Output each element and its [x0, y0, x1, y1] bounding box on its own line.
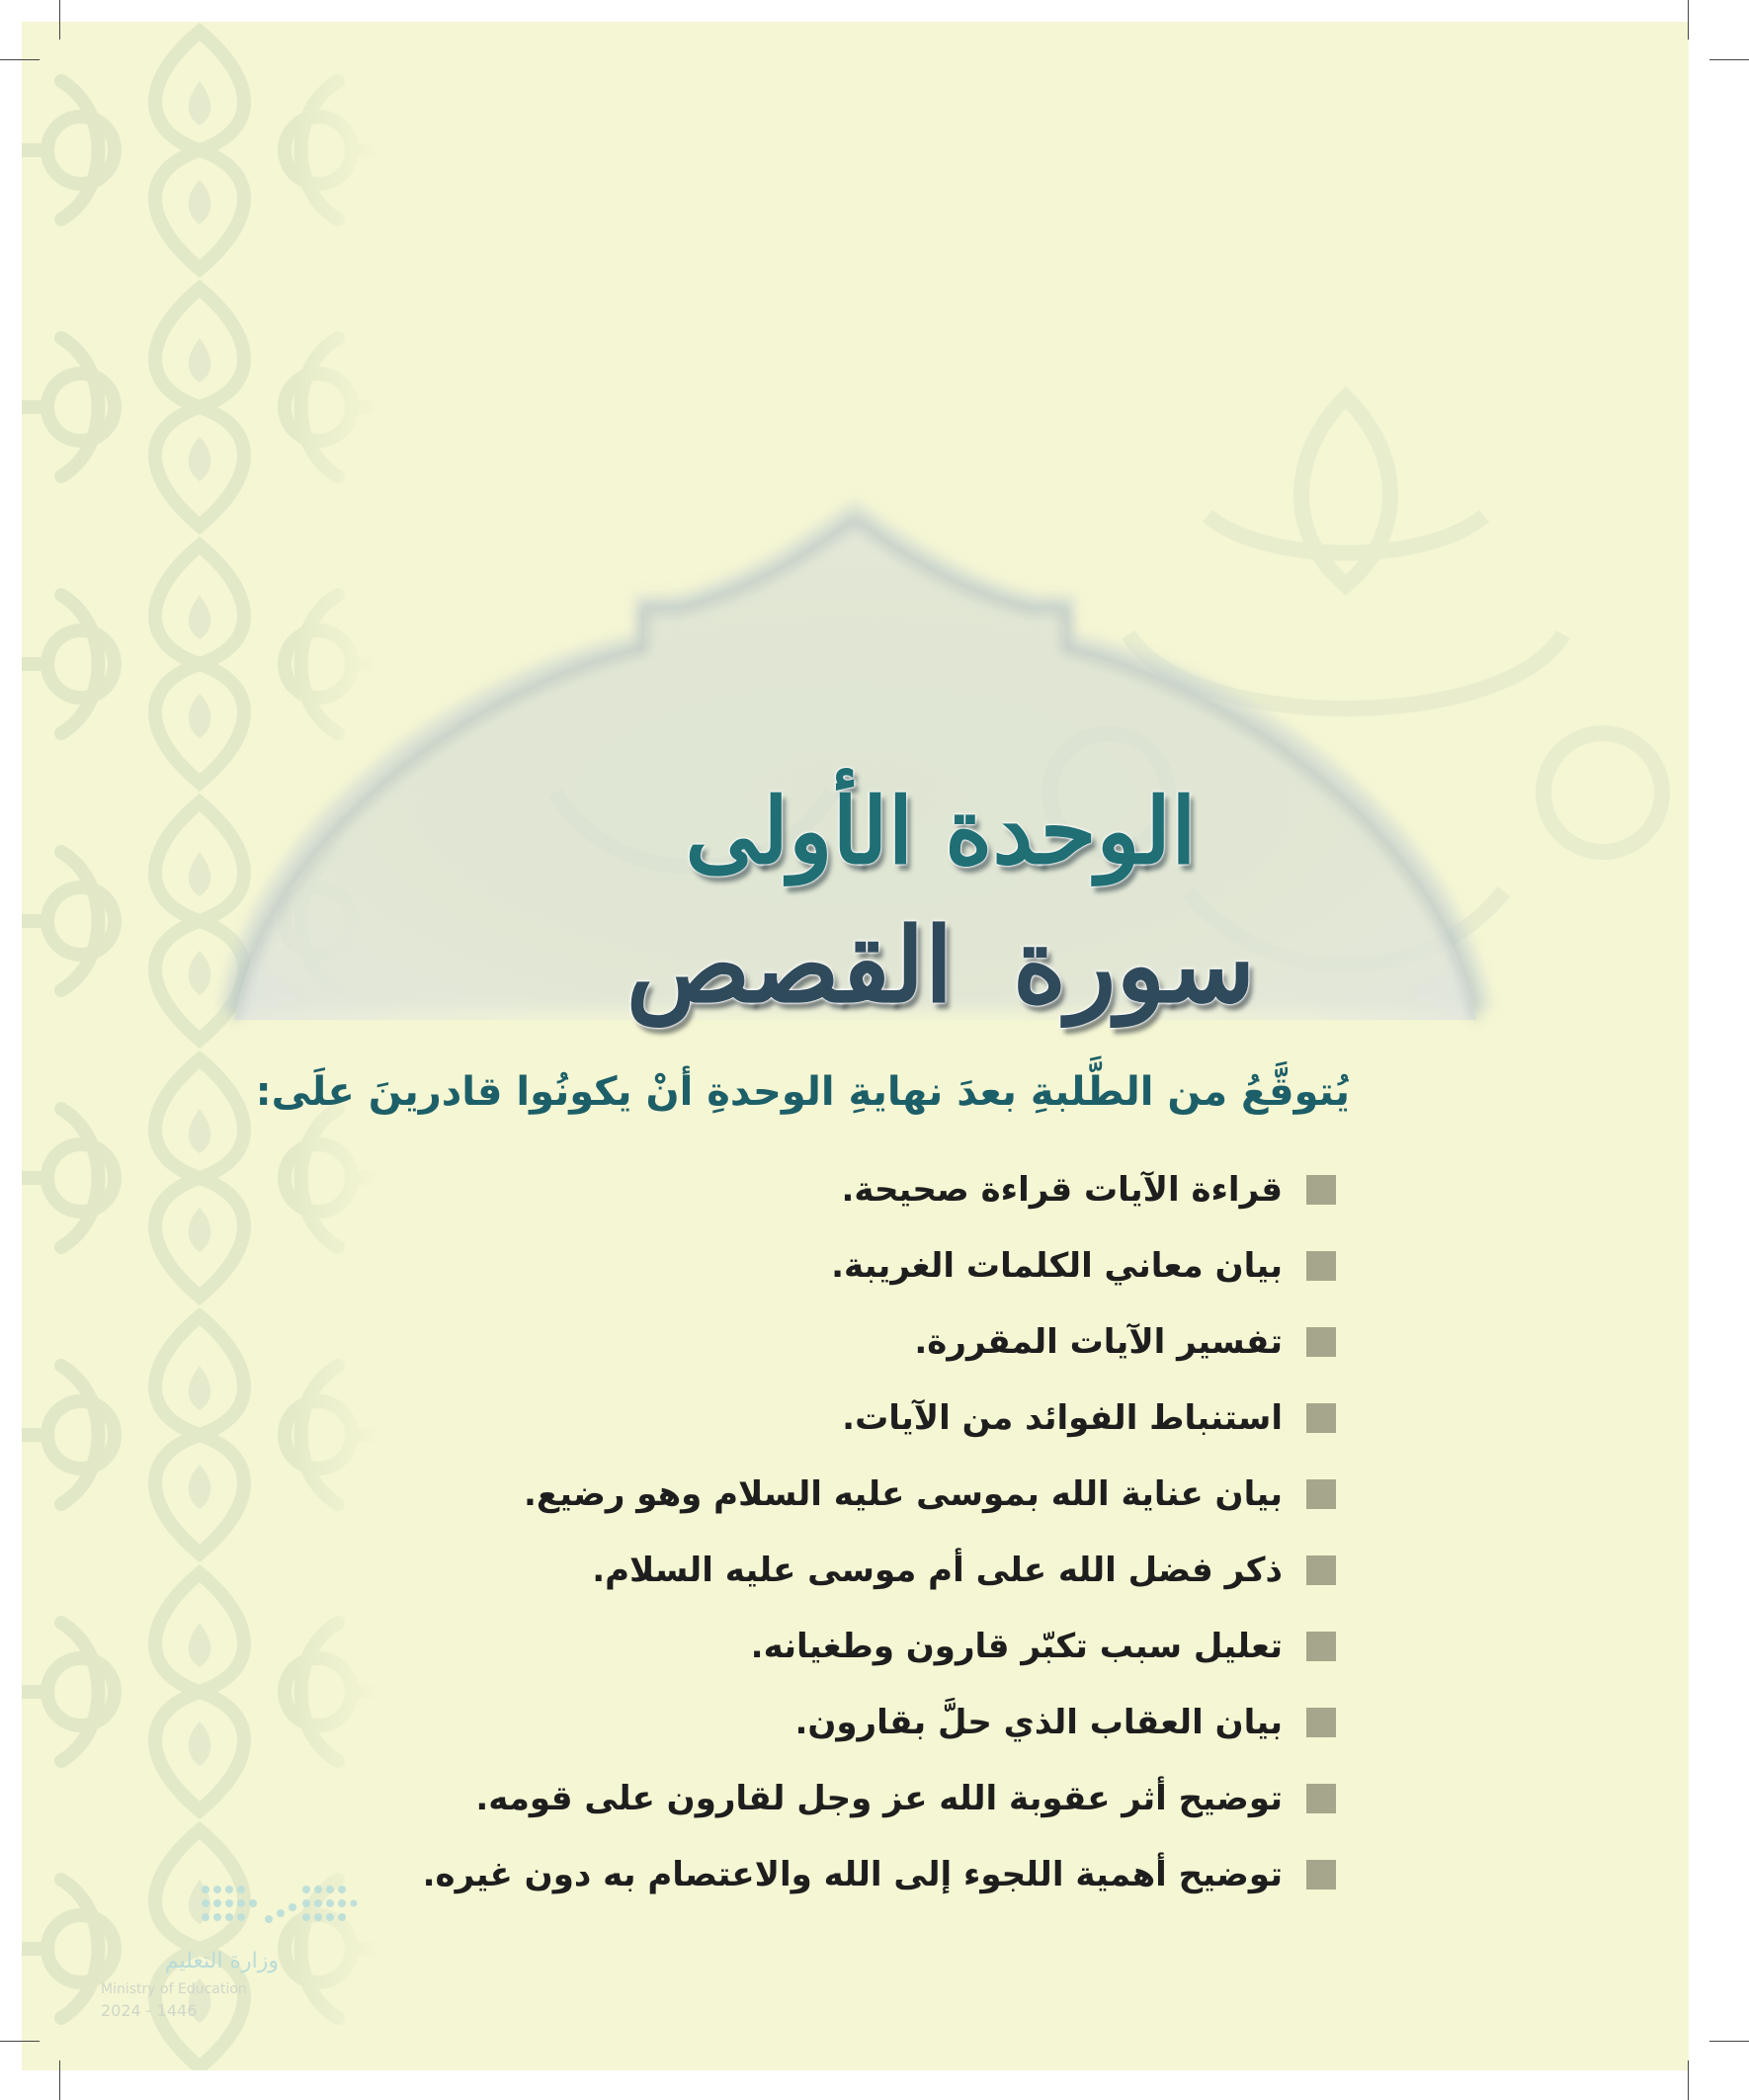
learning-outcomes-intro: يُتوقَّعُ من الطَّلبةِ بعدَ نهايةِ الوحدةِ أنْ يكونُوا قادرينَ علَى: [255, 1069, 1350, 1115]
crop-mark [0, 2041, 40, 2042]
ministry-dots-icon [200, 1880, 358, 1939]
objective-text: توضيح أثر عقوبة الله عز وجل لقارون على قومه. [475, 1778, 1283, 1818]
crop-mark [1709, 2041, 1749, 2042]
square-bullet-icon [1306, 1251, 1336, 1281]
objective-item [423, 1380, 1336, 1456]
crop-mark [1688, 0, 1689, 40]
crop-mark [59, 0, 60, 40]
edition-year: 2024 - 1446 [101, 2001, 198, 2020]
ministry-name-english: Ministry of Education [101, 1981, 247, 1997]
square-bullet-icon [1306, 1327, 1336, 1357]
book-page [22, 22, 1689, 2070]
surah-title: سورة القصص [625, 904, 1256, 1026]
objective-item [423, 1760, 1336, 1836]
objective-text: ذكر فضل الله على أم موسى عليه السلام. [592, 1550, 1283, 1590]
square-bullet-icon [1306, 1403, 1336, 1433]
crop-mark [1688, 2060, 1689, 2100]
objective-text: تعليل سبب تكبّر قارون وطغيانه. [750, 1626, 1283, 1666]
objective-item [423, 1151, 1336, 1227]
objective-item [423, 1836, 1336, 1912]
objective-item [423, 1608, 1336, 1684]
square-bullet-icon [1306, 1784, 1336, 1813]
objective-text: تفسير الآيات المقررة. [914, 1321, 1283, 1362]
crop-mark [1709, 59, 1749, 60]
unit-header [417, 773, 1464, 1030]
objective-item [423, 1227, 1336, 1303]
square-bullet-icon [1306, 1632, 1336, 1661]
square-bullet-icon [1306, 1860, 1336, 1890]
unit-title: الوحدة الأولى [685, 778, 1197, 884]
square-bullet-icon [1306, 1479, 1336, 1509]
objective-item [423, 1532, 1336, 1608]
objectives-list [423, 1151, 1336, 1912]
objective-text: توضيح أهمية اللجوء إلى الله والاعتصام به دون غيره. [422, 1854, 1283, 1894]
objective-item [423, 1303, 1336, 1380]
objective-text: بيان معاني الكلمات الغريبة. [831, 1245, 1283, 1286]
ministry-logo [101, 1880, 308, 2058]
crop-mark [0, 59, 40, 60]
square-bullet-icon [1306, 1708, 1336, 1737]
ministry-name-arabic: وزارة التعليم [164, 1949, 279, 1974]
square-bullet-icon [1306, 1555, 1336, 1585]
objective-item [423, 1456, 1336, 1532]
objective-text: استنباط الفوائد من الآيات. [842, 1397, 1283, 1438]
objective-text: قراءة الآيات قراءة صحيحة. [841, 1169, 1283, 1210]
square-bullet-icon [1306, 1175, 1336, 1205]
objective-text: بيان عناية الله بموسى عليه السلام وهو رضيع. [523, 1473, 1283, 1514]
objective-item [423, 1684, 1336, 1760]
objective-text: بيان العقاب الذي حلَّ بقارون. [794, 1702, 1283, 1742]
crop-mark [59, 2060, 60, 2100]
